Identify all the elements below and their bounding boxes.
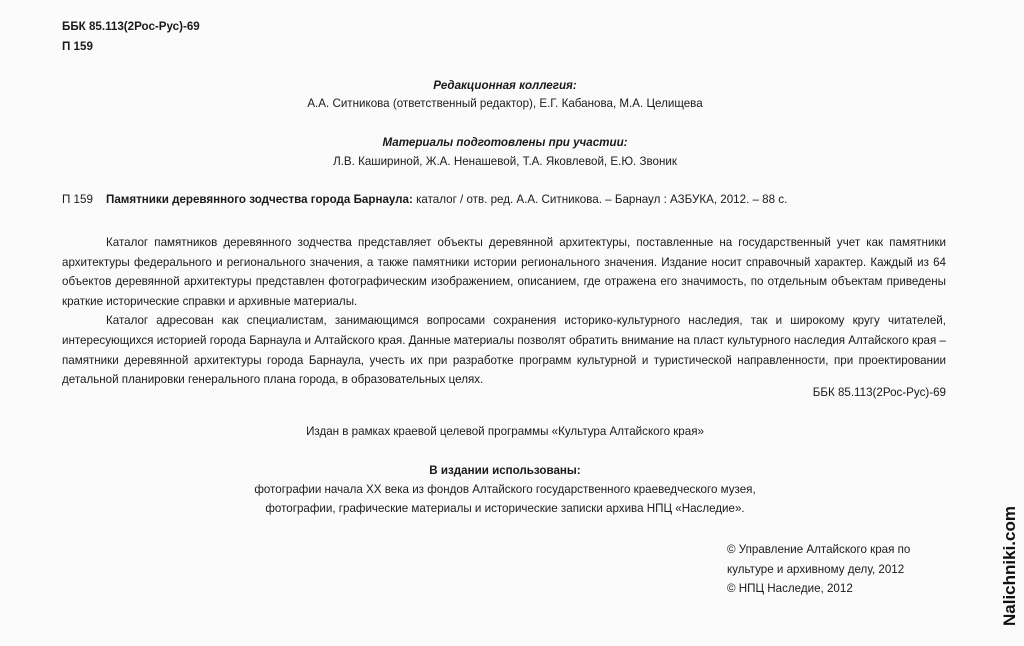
abstract-paragraph: Каталог адресован как специалистам, занимающимся вопросами сохранения историко-культурного наследия, так и широкому кругу читателей, интересующихся историей города Барнаула и Алтайского края. Данные материалы позволят обратить внимание на пласт культурного наследия Алтайского края – памятники деревянной архитектуры города Барнаула, учесть их при разработке программ культурной и туристической направленности, при проектировании детальной планировки генерального плана города, в образовательных целях. xyxy=(62,314,946,387)
catalog-entry-details: каталог / отв. ред. А.А. Ситникова. – Барнаул : АЗБУКА, 2012. – 88 с. xyxy=(412,193,788,206)
watermark xyxy=(998,488,1022,644)
watermark-text: Nalichniki.com xyxy=(1000,506,1019,626)
catalog-entry-code: П 159 xyxy=(62,193,93,206)
sources-line: фотографии, графические материалы и исторические записки архива НПЦ «Наследие». xyxy=(265,502,745,515)
copyright-line: © НПЦ Наследие, 2012 xyxy=(727,582,853,595)
catalog-entry xyxy=(62,193,962,206)
abstract-paragraph: Каталог памятников деревянного зодчества представляет объекты деревянной архитектуры, поставленные на государственный учет как памятники архитектуры федерального и регионального значения, а также памятники истории регионального значения. Издание носит справочный характер. Каждый из 64 объектов деревянной архитектуры представлен фотографическим изображением, описанием, где отражена его значимость, по отдельным объектам приведены краткие исторические справки и архивные материалы. xyxy=(62,236,946,308)
materials-contributors: Л.В. Кашириной, Ж.А. Ненашевой, Т.А. Яковлевой, Е.Ю. Звоник xyxy=(333,155,677,168)
abstract xyxy=(62,233,946,390)
catalog-entry-title: Памятники деревянного зодчества города Барнаула: xyxy=(106,193,413,206)
copyright-line: © Управление Алтайского края по xyxy=(727,543,911,556)
editorial-board-title: Редакционная коллегия: xyxy=(433,79,577,92)
bbk-index-bottom: ББК 85.113(2Рос-Рус)-69 xyxy=(812,386,946,399)
materials-title: Материалы подготовлены при участии: xyxy=(382,136,628,149)
author-mark-top: П 159 xyxy=(62,40,93,53)
editorial-board-names: А.А. Ситникова (ответственный редактор), Е.Г. Кабанова, М.А. Целищева xyxy=(307,97,703,110)
sources-line: фотографии начала XX века из фондов Алтайского государственного краеведческого музея, xyxy=(254,483,756,496)
copyright-block xyxy=(727,540,910,599)
bbk-index-top: ББК 85.113(2Рос-Рус)-69 xyxy=(62,20,200,33)
copyright-line: культуре и архивному делу, 2012 xyxy=(727,562,905,576)
sources-title: В издании использованы: xyxy=(429,464,581,477)
program-note: Издан в рамках краевой целевой программы «Культура Алтайского края» xyxy=(306,425,704,438)
